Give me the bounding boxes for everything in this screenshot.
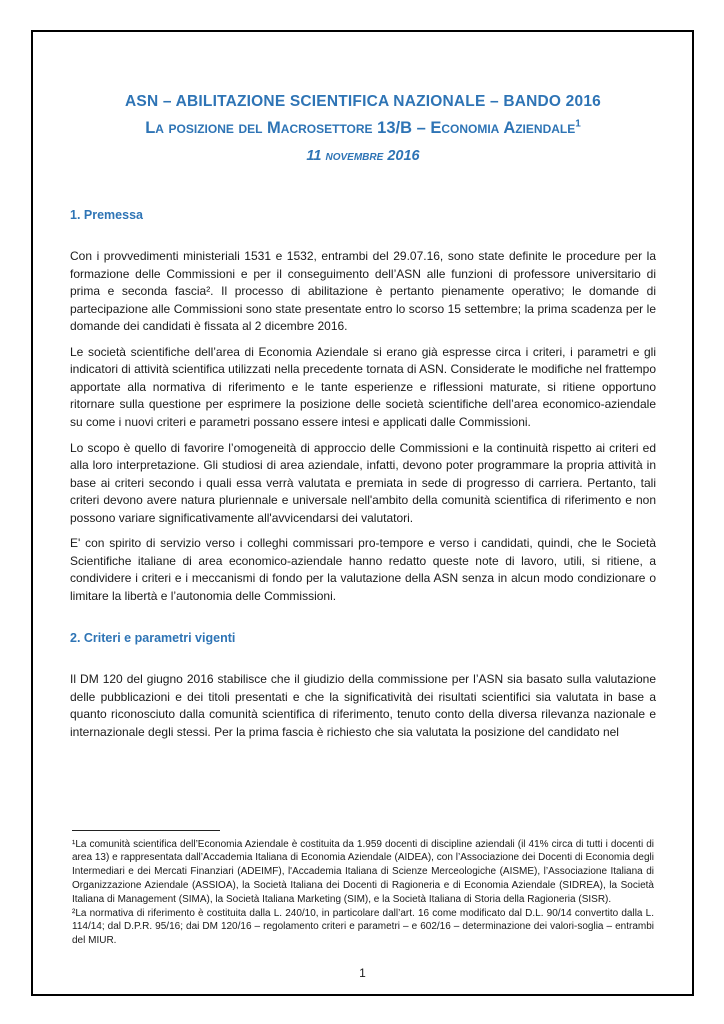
paragraph: Con i provvedimenti ministeriali 1531 e 1532, entrambi del 29.07.16, sono state definite le procedure per la formazione delle Commissioni e per il conseguimento dell’ASN alle funzioni di professore universitario di prima e seconda fascia². Il processo di abilitazione è pertanto pienamente operativo; le domande di partecipazione alle Commissioni sono state presentate entro lo scorso 15 settembre; la prima scadenza per le domande dei candidati è fissata al 2 dicembre 2016. — [70, 249, 656, 334]
page-number: 1 — [359, 966, 366, 980]
section-premessa — [70, 208, 656, 605]
footnote-ref-1: 1 — [575, 118, 581, 130]
paragraph: Il DM 120 del giugno 2016 stabilisce che il giudizio della commissione per l’ASN sia basato sulla valutazione delle pubblicazioni e dei titoli presentati e che la significatività dei risultati scientifici sia valutata in base a quanto riconosciuto dalla comunità scientifica di riferimento, tenuto conto della diversa rilevanza nazionale e internazionale degli stessi. Per la prima fascia è richiesto che sia valutata la posizione del candidato nel — [70, 672, 656, 739]
footnotes-area — [72, 826, 654, 948]
footnote-separator — [72, 830, 220, 831]
section-heading: 2. Criteri e parametri vigenti — [70, 631, 236, 646]
paragraph: E' con spirito di servizio verso i colleghi commissari pro-tempore e verso i candidati, quindi, che le Società Scientifiche italiane di area economico-aziendale hanno redatto queste note di lavoro, utili, si ritiene, a condividere i criteri e i meccanismi di fondo per la valutazione della ASN senza in alcun modo condizionare o limitare la libertà e l’autonomia delle Commissioni. — [70, 536, 656, 603]
document-header — [70, 90, 656, 164]
document-date: 11 novembre 2016 — [306, 148, 420, 165]
section-criteri-parametri — [70, 631, 656, 741]
paragraph: Le società scientifiche dell’area di Economia Aziendale si erano già espresse circa i criteri, i parametri e gli indicatori di attività scientifica utilizzati nella precedente tornata di ASN. Considerate le modifiche nel frattempo apportate alla normativa di riferimento e le tante esperienze e riflessioni maturate, si ritiene opportuno ritornare sulla questione per esprimere la posizione delle società scientifiche dell’area economico-aziendale su come i nuovi criteri e parametri possano essere intesi e applicati dalle Commissioni. — [70, 344, 656, 429]
page-border — [31, 30, 694, 996]
document-subtitle — [70, 117, 656, 140]
footnote: ¹La comunità scientifica dell’Economia Aziendale è costituita da 1.959 docenti di discipline aziendali (il 41% circa di tutti i docenti di area 13) e rappresentata dall’Accademia Italiana di Economia Aziendale (AIDEA), con l’Associazione dei Docenti di Economia degli Intermediari e dei Mercati Finanziari (ADEIMF), l'Accademia Italiana di Scienze Merceologiche (AISME), l’Associazione Italiana di Organizzazione Aziendale (ASSIOA), la Società Italiana dei Docenti di Ragioneria e di Economia Aziendale (SIDREA), la Società Italiana di Management (SIMA), la Società Italiana Marketing (SIM), e la Società Italiana di Storia della Ragioneria (SISR). — [72, 838, 654, 905]
paragraph: Lo scopo è quello di favorire l’omogeneità di approccio delle Commissioni e la continuità rispetto ai criteri ed alla loro interpretazione. Gli studiosi di area aziendale, infatti, devono poter programmare la propria attività in base ai criteri secondo i quali essa verrà valutata e premiata in sede di progresso di carriera. Pertanto, tali criteri devono avere natura pluriennale e universale nell'ambito della comunità scientifica di riferimento e non possono variare significativamente all'avvicendarsi dei valutatori. — [70, 440, 656, 525]
footnote: ²La normativa di riferimento è costituita dalla L. 240/10, in particolare dall’art. 16 come modificato dal D.L. 90/14 convertito dalla L. 114/14; dal D.P.R. 95/16; dai DM 120/16 – regolamento criteri e parametri – e 602/16 – determinazione dei valori-soglia – entrambi del MIUR. — [72, 907, 654, 947]
document-title: ASN – ABILITAZIONE SCIENTIFICA NAZIONALE – BANDO 2016 — [125, 93, 601, 110]
subtitle-text: La posizione del Macrosettore 13/B – Economia Aziendale — [145, 119, 576, 138]
section-heading: 1. Premessa — [70, 208, 143, 223]
